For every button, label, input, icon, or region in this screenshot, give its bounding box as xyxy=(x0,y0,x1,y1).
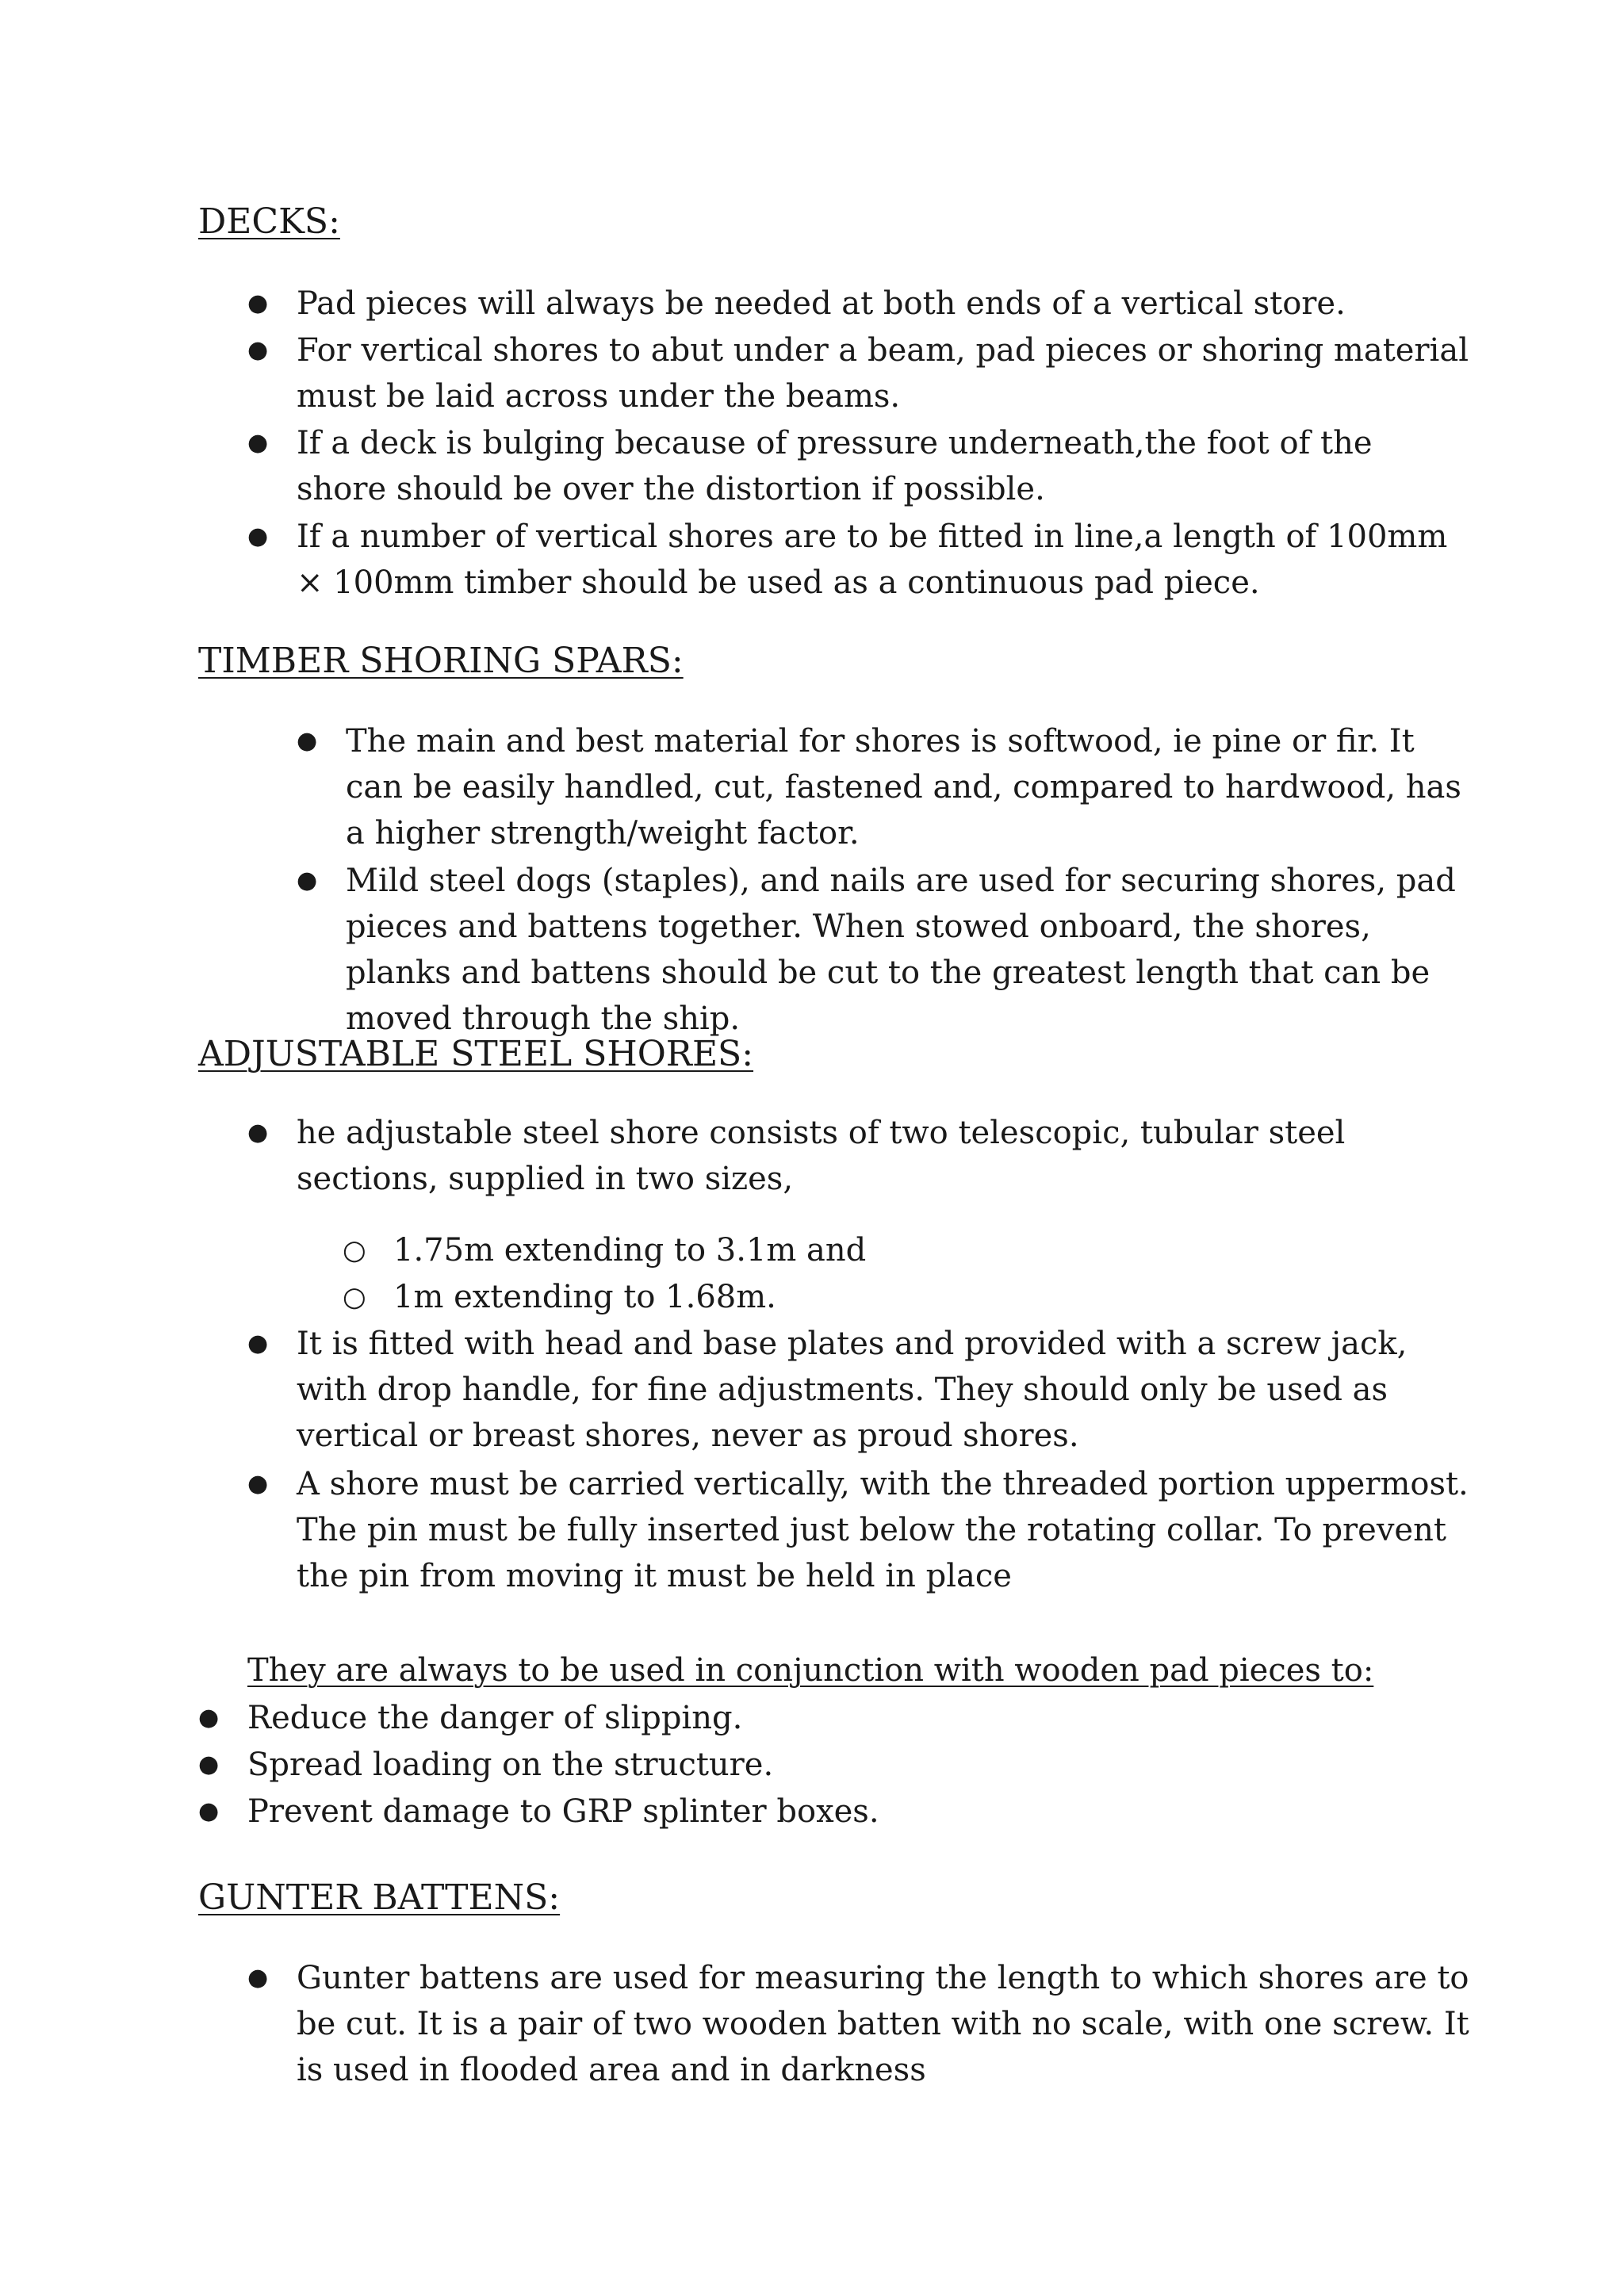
size-item-1: 1.75m extending to 3.1m and xyxy=(393,1232,867,1269)
bullet-icon: ● xyxy=(247,289,269,317)
pad-item-3: Prevent damage to GRP splinter boxes. xyxy=(247,1793,879,1830)
gunter-item-1: Gunter battens are used for measuring the length to which shores are to be cut. It is a pair of two wooden batten with no scale, with one screw. It is used in flooded area and in darkness xyxy=(297,1960,1469,2088)
bullet-icon: ● xyxy=(247,429,269,457)
decks-item-1: Pad pieces will always be needed at both ends of a vertical store. xyxy=(297,285,1346,322)
gunter-heading: GUNTER BATTENS: xyxy=(198,1877,561,1918)
decks-heading: DECKS: xyxy=(198,201,340,242)
bullet-icon: ● xyxy=(247,1330,269,1357)
bullet-icon: ● xyxy=(247,1119,269,1146)
timber-item-2: Mild steel dogs (staples), and nails are used for securing shores, pad pieces and battens together. When stowed onboard, the shores, planks and battens should be cut to the greatest length that can be moved through the ship. xyxy=(346,863,1456,1037)
pad-item-2: Spread loading on the structure. xyxy=(247,1747,774,1783)
decks-item-4: If a number of vertical shores are to be fitted in line,a length of 100mm × 100mm timber should be used as a continuous pad piece. xyxy=(297,519,1448,601)
pad-intro: They are always to be used in conjunction with wooden pad pieces to: xyxy=(247,1652,1374,1689)
bullet-icon: ● xyxy=(247,1470,269,1498)
hollow-bullet-icon: ○ xyxy=(343,1281,366,1313)
adjustable-heading: ADJUSTABLE STEEL SHORES: xyxy=(198,1034,754,1074)
adjustable-item-2: It is fitted with head and base plates and provided with a screw jack, with drop handle, for fine adjustments. They should only be used as vertical or breast shores, never as proud shores. xyxy=(297,1326,1408,1454)
bullet-icon: ● xyxy=(198,1751,220,1778)
adjustable-item-3: A shore must be carried vertically, with the threaded portion uppermost. The pin must be fully inserted just below the rotating collar. To prevent the pin from moving it must be held in place xyxy=(297,1466,1469,1594)
adjustable-item-1: he adjustable steel shore consists of two telescopic, tubular steel sections, supplied in two sizes, xyxy=(297,1115,1346,1197)
bullet-icon: ● xyxy=(247,522,269,550)
pad-item-1: Reduce the danger of slipping. xyxy=(247,1700,743,1736)
decks-item-2: For vertical shores to abut under a beam, pad pieces or shoring material must be laid across under the beams. xyxy=(297,332,1469,415)
bullet-icon: ● xyxy=(247,1964,269,1992)
bullet-icon: ● xyxy=(297,727,318,755)
bullet-icon: ● xyxy=(247,336,269,364)
size-item-2: 1m extending to 1.68m. xyxy=(393,1279,776,1315)
bullet-icon: ● xyxy=(198,1797,220,1825)
timber-heading: TIMBER SHORING SPARS: xyxy=(198,641,684,681)
timber-item-1: The main and best material for shores is softwood, ie pine or fir. It can be easily handled, cut, fastened and, compared to hardwood, has a higher strength/weight factor. xyxy=(346,723,1461,851)
decks-item-3: If a deck is bulging because of pressure underneath,the foot of the shore should be over the distortion if possible. xyxy=(297,425,1373,507)
bullet-icon: ● xyxy=(297,867,318,894)
bullet-icon: ● xyxy=(198,1704,220,1732)
hollow-bullet-icon: ○ xyxy=(343,1234,366,1266)
